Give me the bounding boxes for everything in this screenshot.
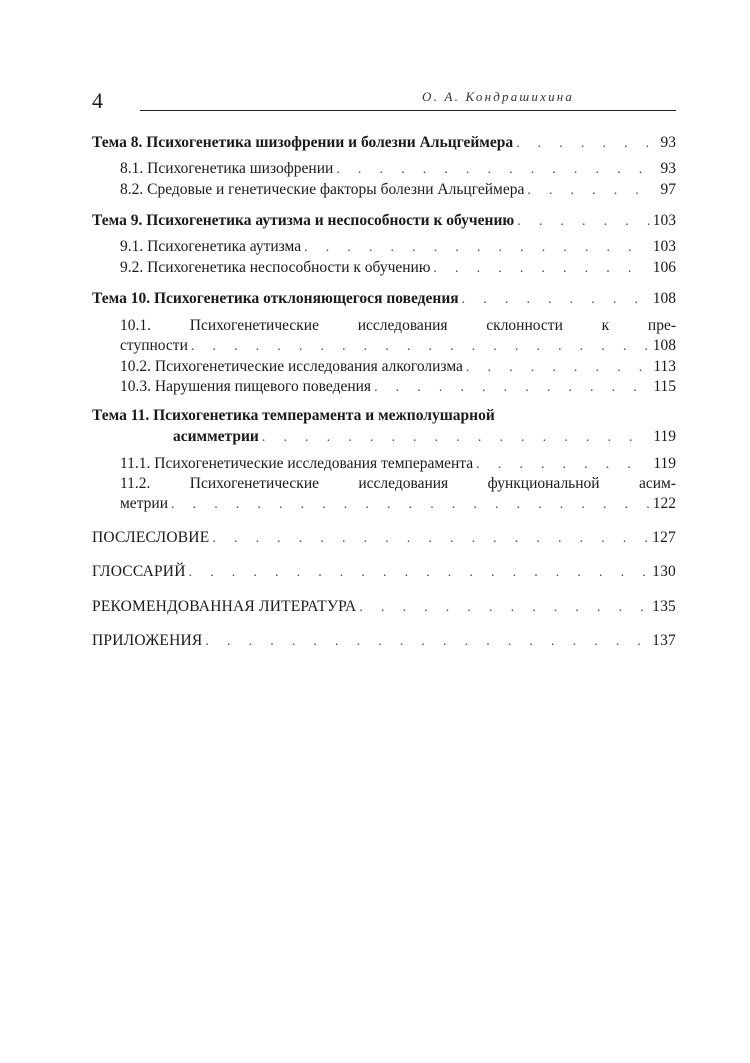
toc-entry-topic-11-line1[interactable]	[92, 405, 676, 426]
page-number: 4	[92, 88, 103, 113]
dot-leader	[527, 180, 651, 201]
toc-entry-page: 108	[652, 337, 676, 354]
toc-entry-11-2-line1[interactable]: 11.2. Психогенетические исследования функциональной асим-	[120, 475, 676, 492]
toc-entry-page: 103	[652, 212, 676, 229]
toc-entry-page: 115	[653, 378, 676, 395]
dot-leader	[466, 357, 650, 378]
toc-entry-title: ГЛОССАРИЙ	[92, 563, 186, 580]
toc-entry-page: 127	[652, 529, 676, 546]
toc-entry-title: асимметрии	[173, 428, 259, 445]
toc-entry-title: 11.1. Психогенетические исследования темперамента	[120, 455, 474, 472]
toc-entry-page: 135	[652, 598, 676, 615]
toc-entry-page: 119	[653, 455, 676, 472]
toc-entry-page: 119	[653, 428, 676, 445]
toc-entry-topic-11[interactable]	[173, 426, 676, 448]
dot-leader	[262, 427, 650, 448]
toc-entry-title: 9.1. Психогенетика аутизма	[120, 238, 302, 255]
toc-entry-page: 106	[652, 259, 676, 276]
toc-entry-8-1[interactable]	[120, 158, 676, 180]
toc-entry-title: Тема 8. Психогенетика шизофрении и болезни Альцгеймера	[92, 134, 514, 151]
toc-entry-page: 137	[652, 632, 676, 649]
toc-entry-10-2[interactable]	[120, 356, 676, 378]
toc-entry-page: 113	[653, 358, 676, 375]
toc-entry-10-1-line1[interactable]: 10.1. Психогенетические исследования склонности к пре-	[120, 317, 676, 334]
dot-leader	[476, 454, 650, 475]
toc-entry-title: 10.3. Нарушения пищевого поведения	[120, 378, 372, 395]
toc-entry-title: Тема 10. Психогенетика отклоняющегося поведения	[92, 290, 459, 307]
toc-entry-title: 10.2. Психогенетические исследования алкоголизма	[120, 358, 463, 375]
dot-leader	[517, 211, 650, 232]
toc-entry-topic-8[interactable]	[92, 132, 676, 154]
toc-entry-11-2[interactable]	[120, 493, 676, 515]
toc-entry-title: ПРИЛОЖЕНИЯ	[92, 632, 203, 649]
toc-entry-page: 103	[652, 238, 676, 255]
toc-entry-glossary[interactable]	[92, 561, 676, 583]
header-rule	[140, 110, 676, 111]
toc-entry-page: 108	[652, 290, 676, 307]
dot-leader	[191, 336, 650, 357]
toc-entry-appendices[interactable]	[92, 630, 676, 652]
toc-entry-title: ПОСЛЕСЛОВИЕ	[92, 529, 210, 546]
toc-entry-10-3[interactable]	[120, 376, 676, 398]
dot-leader	[336, 159, 651, 180]
toc-entry-page: 122	[652, 495, 676, 512]
dot-leader	[433, 258, 649, 279]
toc-entry-title: 8.1. Психогенетика шизофрении	[120, 160, 334, 177]
dot-leader	[205, 631, 649, 652]
toc-entry-title: Тема 9. Психогенетика аутизма и неспособности к обучению	[92, 212, 515, 229]
toc-entry-9-1[interactable]	[120, 236, 676, 258]
dot-leader	[374, 377, 650, 398]
toc-entry-title: ступности	[120, 337, 188, 354]
toc-entry-page: 93	[660, 160, 676, 177]
dot-leader	[189, 562, 650, 583]
dot-leader	[462, 289, 650, 310]
toc-entry-10-1[interactable]	[120, 335, 676, 357]
dot-leader	[212, 528, 649, 549]
toc-entry-9-2[interactable]	[120, 257, 676, 279]
toc-entry-page: 93	[660, 134, 676, 151]
toc-entry-11-1[interactable]	[120, 453, 676, 475]
toc-entry-page: 130	[652, 563, 676, 580]
toc-entry-topic-10[interactable]	[92, 288, 676, 310]
toc-entry-8-2[interactable]	[120, 179, 676, 201]
toc-entry-title: Тема 11. Психогенетика темперамента и межполушарной	[92, 407, 495, 424]
toc-entry-page: 97	[660, 181, 676, 198]
toc-entry-title: РЕКОМЕНДОВАННАЯ ЛИТЕРАТУРА	[92, 598, 357, 615]
toc-entry-title: метрии	[120, 495, 168, 512]
dot-leader	[304, 237, 650, 258]
toc-entry-literature[interactable]	[92, 596, 676, 618]
toc-entry-title: 9.2. Психогенетика неспособности к обучению	[120, 259, 431, 276]
toc-entry-afterword[interactable]	[92, 527, 676, 549]
dot-leader	[516, 133, 651, 154]
page-header	[92, 88, 676, 114]
dot-leader	[359, 597, 649, 618]
dot-leader	[171, 494, 650, 515]
running-title: О. А. Кондрашихина	[422, 89, 575, 104]
toc-entry-topic-9[interactable]	[92, 210, 676, 232]
toc-entry-title: 8.2. Средовые и генетические факторы болезни Альцгеймера	[120, 181, 525, 198]
